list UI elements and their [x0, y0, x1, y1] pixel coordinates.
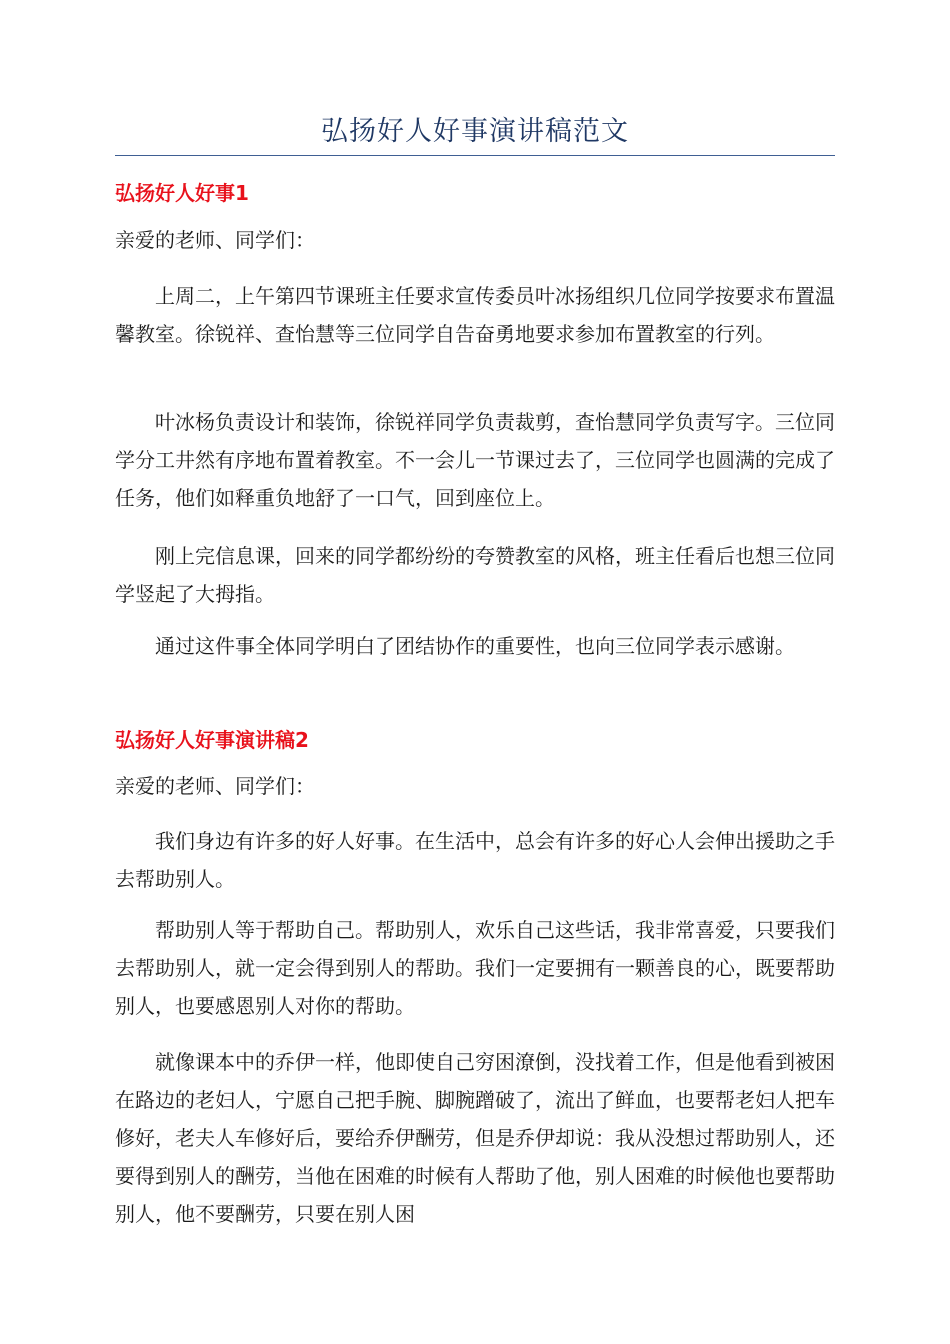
paragraph-1-2: 叶冰杨负责设计和装饰，徐锐祥同学负责裁剪，查怡慧同学负责写字。三位同学分工井然有序地布置着教室。不一会儿一节课过去了，三位同学也圆满的完成了任务，他们如释重负地舒了一口气，回到座位上。	[115, 410, 835, 510]
document-title: 弘扬好人好事演讲稿范文	[321, 116, 629, 147]
paragraph-1-4: 通过这件事全体同学明白了团结协作的重要性，也向三位同学表示感谢。	[155, 634, 795, 658]
paragraph-2-2: 帮助别人等于帮助自己。帮助别人，欢乐自己这些话，我非常喜爱，只要我们去帮助别人，就一定会得到别人的帮助。我们一定要拥有一颗善良的心，既要帮助别人，也要感恩别人对你的帮助。	[115, 918, 835, 1018]
paragraph-2-1: 我们身边有许多的好人好事。在生活中，总会有许多的好心人会伸出援助之手去帮助别人。	[115, 829, 835, 891]
paragraph-2-3: 就像课本中的乔伊一样，他即使自己穷困潦倒，没找着工作，但是他看到被困在路边的老妇人，宁愿自己把手腕、脚腕蹭破了，流出了鲜血，也要帮老妇人把车修好，老夫人车修好后，要给乔伊酬劳，但是乔伊却说：我从没想过帮助别人，还要得到别人的酬劳，当他在困难的时候有人帮助了他，别人困难的时候他也要帮助别人，他不要酬劳，只要在别人困	[115, 1050, 835, 1226]
section-heading-1: 弘扬好人好事1	[115, 181, 249, 205]
paragraph-1-1: 上周二，上午第四节课班主任要求宣传委员叶冰扬组织几位同学按要求布置温馨教室。徐锐祥、查怡慧等三位同学自告奋勇地要求参加布置教室的行列。	[115, 284, 835, 346]
salutation-2: 亲爱的老师、同学们：	[115, 774, 315, 798]
section-heading-2: 弘扬好人好事演讲稿2	[115, 728, 309, 752]
salutation-1: 亲爱的老师、同学们：	[115, 228, 315, 252]
title-divider	[115, 155, 835, 156]
paragraph-1-3: 刚上完信息课，回来的同学都纷纷的夸赞教室的风格，班主任看后也想三位同学竖起了大拇指。	[115, 544, 835, 606]
